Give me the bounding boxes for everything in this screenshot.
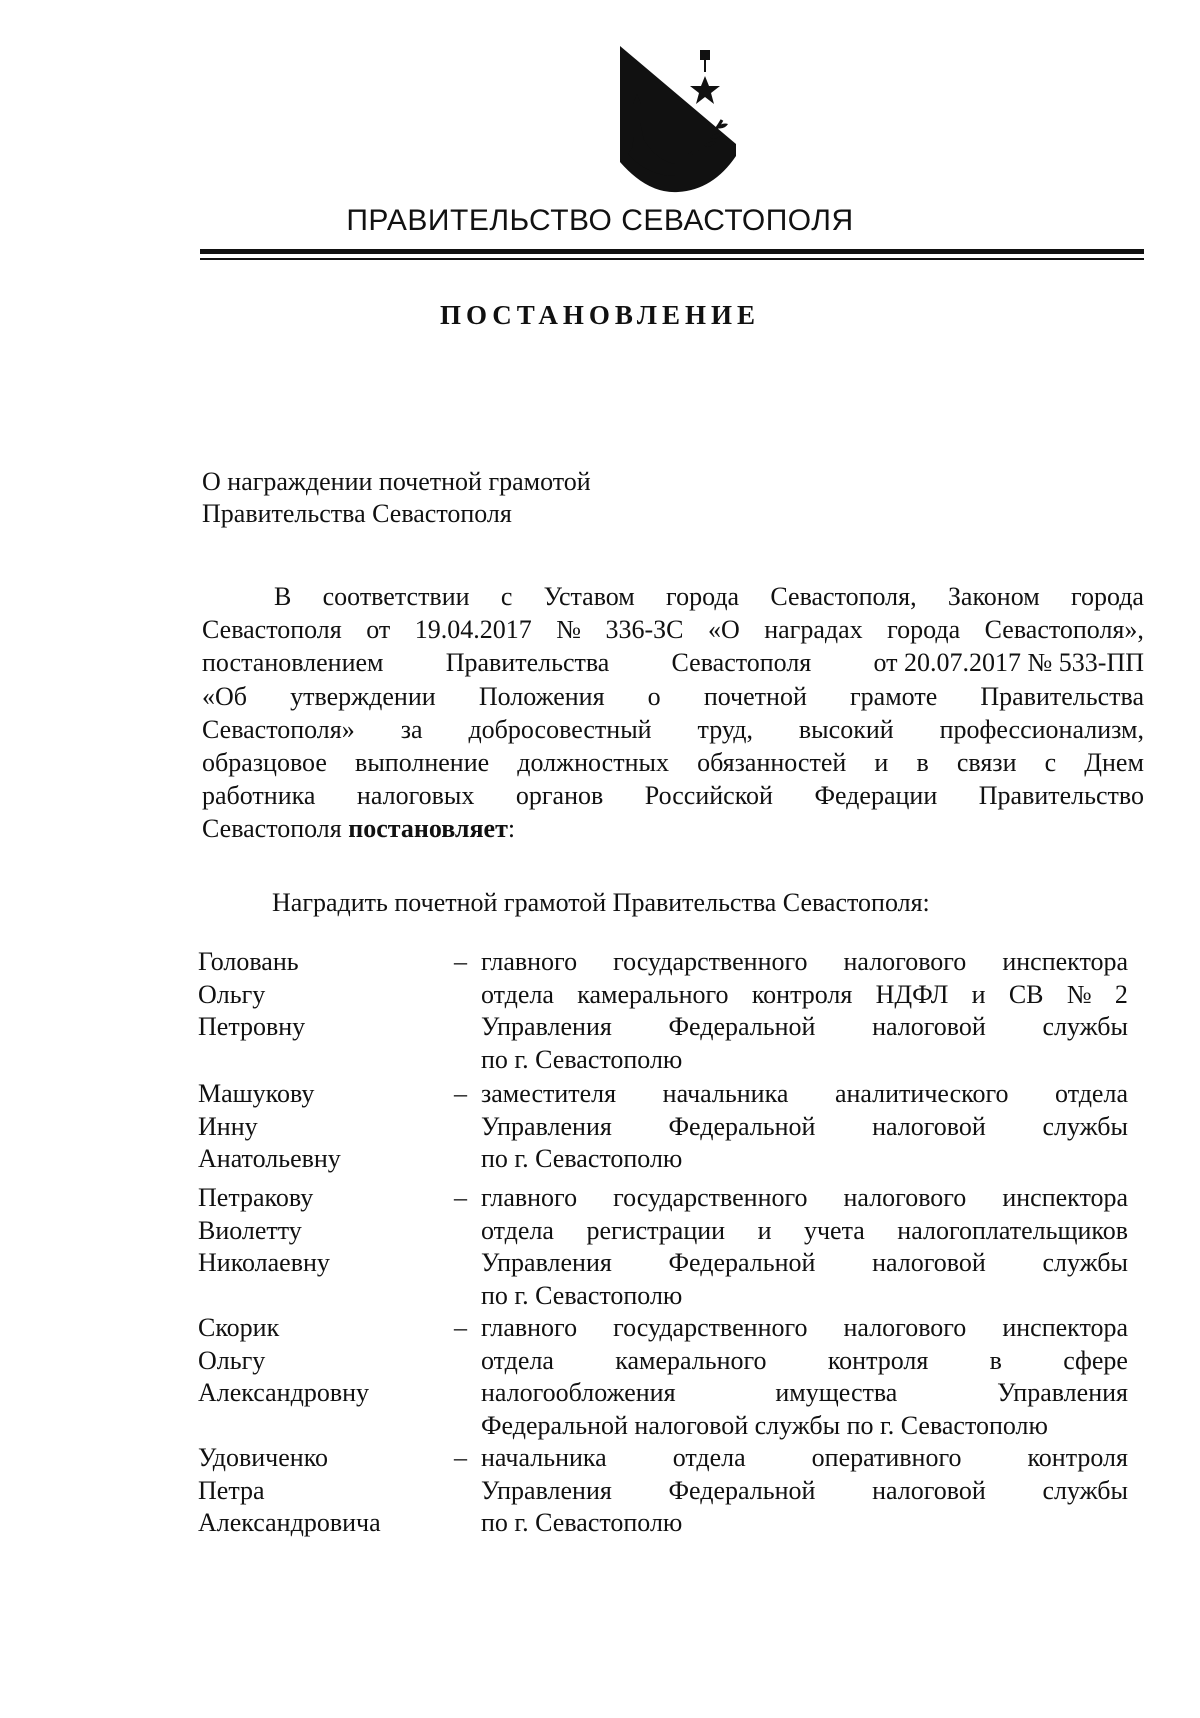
- word: выполнение: [355, 748, 490, 778]
- word: №: [1066, 979, 1092, 1009]
- word: контроля: [751, 979, 853, 1009]
- word: главного: [481, 947, 578, 976]
- word: отдела: [481, 1345, 554, 1375]
- position-last-line: Федеральной налоговой службы по г. Севастополю: [481, 1410, 1048, 1440]
- awardee-first-name: Инну: [198, 1111, 258, 1141]
- awardee-position: [481, 946, 1128, 1076]
- word: государственного: [613, 947, 808, 976]
- word: Днем: [1084, 748, 1144, 778]
- awardee-first-name: Ольгу: [198, 1345, 266, 1375]
- position-last-line: по г. Севастополю: [481, 1144, 683, 1173]
- word: оперативного: [811, 1443, 962, 1472]
- word: Управления: [997, 1378, 1128, 1407]
- word: имущества: [775, 1378, 898, 1407]
- awardee-surname: Удовиченко: [198, 1443, 329, 1472]
- text-line: [202, 746, 1144, 779]
- word: инспектора: [1002, 1313, 1128, 1342]
- word: контроля: [1027, 1443, 1128, 1472]
- word: соответствии: [322, 582, 470, 611]
- text-line: [202, 779, 1144, 812]
- word: №: [556, 615, 581, 645]
- awardee-dash: –: [454, 947, 467, 976]
- word: Севастополя,: [770, 582, 917, 611]
- awardee-surname: Скорик: [198, 1313, 280, 1342]
- word: главного: [481, 1183, 578, 1212]
- word: почетной: [703, 681, 807, 711]
- word: и: [757, 1215, 772, 1245]
- word: от 20.07.2017 № 533-ПП: [873, 648, 1144, 678]
- word: обязанностей: [697, 748, 847, 778]
- word: В: [274, 582, 292, 611]
- text-line: [481, 1442, 1128, 1475]
- word: Правительства: [445, 648, 610, 678]
- preamble-lines: [202, 580, 1144, 812]
- text-line: [202, 713, 1144, 746]
- word: от: [366, 615, 391, 645]
- awardee-dash: –: [454, 1313, 467, 1342]
- awardee-surname: Машукову: [198, 1079, 315, 1108]
- text-line: [481, 1312, 1128, 1345]
- awardee-name: [198, 1182, 438, 1280]
- word: добросовестный: [468, 714, 652, 744]
- awardee-surname: Петракову: [198, 1183, 314, 1212]
- word: службы: [1042, 1248, 1128, 1277]
- word: в: [989, 1345, 1002, 1375]
- word: Управления: [481, 1012, 612, 1041]
- word: учета: [803, 1215, 865, 1245]
- word: контроля: [827, 1345, 929, 1375]
- header-divider-thin: [200, 258, 1144, 260]
- word: инспектора: [1002, 1183, 1128, 1212]
- word: «О: [707, 615, 740, 645]
- word: регистрации: [586, 1215, 726, 1245]
- word: с: [1044, 748, 1057, 778]
- word: работника: [202, 781, 316, 811]
- header-divider-thick: [200, 249, 1144, 254]
- word: 2: [1114, 979, 1128, 1009]
- word: налогообложения: [481, 1378, 676, 1407]
- word: Управления: [481, 1475, 612, 1505]
- word: службы: [1042, 1475, 1128, 1505]
- word: профессионализм,: [939, 714, 1144, 744]
- awardee-name: [198, 946, 438, 1044]
- awardee-entry: [198, 1312, 1128, 1442]
- word: государственного: [613, 1313, 808, 1342]
- awardee-position: [481, 1078, 1128, 1176]
- word: Законом: [947, 582, 1040, 611]
- word: наградах: [764, 615, 863, 645]
- awardee-name: [198, 1078, 438, 1176]
- word: налоговой: [872, 1248, 986, 1277]
- government-title: ПРАВИТЕЛЬСТВО СЕВАСТОПОЛЯ: [346, 204, 854, 237]
- word: налогового: [843, 1313, 967, 1342]
- text-line: [481, 1247, 1128, 1280]
- word: за: [400, 714, 423, 744]
- subject-line: О награждении почетной грамотой: [202, 467, 591, 496]
- preamble-last-line: [202, 812, 1144, 845]
- word: инспектора: [1002, 947, 1128, 976]
- word: Уставом: [543, 582, 635, 611]
- word: камерального: [615, 1345, 767, 1375]
- word: Севастополя»: [202, 714, 355, 744]
- word: о: [647, 681, 661, 711]
- word: высокий: [798, 714, 894, 744]
- word: города: [887, 615, 961, 645]
- text-line: [481, 979, 1128, 1012]
- word: с: [500, 582, 513, 611]
- word: главного: [481, 1313, 578, 1342]
- awardee-first-name: Ольгу: [198, 979, 266, 1009]
- awardee-first-name: Виолетту: [198, 1215, 302, 1245]
- text-line: [481, 1182, 1128, 1215]
- awardee-patronymic: Анатольевну: [198, 1144, 341, 1173]
- text-line: [202, 580, 1144, 613]
- word: города: [666, 582, 740, 611]
- word: постановлением: [202, 648, 384, 678]
- coat-of-arms-icon: [618, 44, 738, 194]
- awardee-dash: –: [454, 1443, 467, 1472]
- word: должностных: [517, 748, 669, 778]
- word: аналитического: [834, 1079, 1009, 1108]
- word: труд,: [697, 714, 753, 744]
- word: Управления: [481, 1111, 612, 1141]
- word: в: [916, 748, 929, 778]
- word: Управления: [481, 1248, 612, 1277]
- awardee-patronymic: Александровича: [198, 1508, 381, 1537]
- awardee-first-name: Петра: [198, 1475, 265, 1505]
- resolves-word: постановляет: [348, 814, 508, 844]
- awardee-position: [481, 1182, 1128, 1312]
- word: начальника: [662, 1079, 789, 1108]
- word: Положения: [478, 681, 605, 711]
- awardee-patronymic: Петровну: [198, 1012, 306, 1041]
- text-line: [481, 1078, 1128, 1111]
- awardee-position: [481, 1442, 1128, 1540]
- word: утверждении: [290, 681, 436, 711]
- word: службы: [1042, 1012, 1128, 1041]
- word: заместителя: [481, 1079, 617, 1108]
- word: отдела: [481, 1215, 554, 1245]
- word: государственного: [613, 1183, 808, 1212]
- text-line: [202, 646, 1144, 679]
- word: и: [874, 748, 889, 778]
- text-line: [481, 1111, 1128, 1144]
- text-line: [481, 1215, 1128, 1248]
- preamble-last-text: Севастополя: [202, 814, 349, 844]
- word: «Об: [202, 681, 248, 711]
- preamble-paragraph: [202, 580, 1144, 846]
- word: службы: [1042, 1111, 1128, 1141]
- awardee-entry: [198, 946, 1128, 1076]
- preamble-colon: :: [507, 814, 516, 844]
- text-line: [481, 1377, 1128, 1410]
- subject-line: Правительства Севастополя: [202, 499, 512, 528]
- position-last-line: по г. Севастополю: [481, 1508, 683, 1537]
- awardee-patronymic: Александровну: [198, 1378, 370, 1407]
- awardee-name: [198, 1442, 438, 1540]
- awardee-position: [481, 1312, 1128, 1442]
- word: начальника: [481, 1443, 607, 1472]
- awardee-patronymic: Николаевну: [198, 1248, 330, 1277]
- position-last-line: по г. Севастополю: [481, 1280, 683, 1310]
- word: налоговых: [356, 781, 475, 811]
- word: 19.04.2017: [414, 615, 532, 645]
- word: камерального: [577, 979, 729, 1009]
- word: налоговой: [872, 1111, 986, 1141]
- word: Севастополя: [671, 648, 812, 678]
- word: налоговой: [872, 1012, 986, 1041]
- word: Правительство: [978, 781, 1144, 811]
- awardee-entry: [198, 1078, 1128, 1178]
- awardee-surname: Головань: [198, 947, 299, 976]
- word: Федеральной: [668, 1012, 816, 1041]
- word: Федеральной: [668, 1475, 816, 1505]
- word: отдела: [1055, 1079, 1128, 1108]
- award-order-text: Наградить почетной грамотой Правительства Севастополя:: [272, 888, 930, 917]
- word: Правительства: [980, 681, 1144, 711]
- word: отдела: [672, 1443, 746, 1472]
- word: связи: [956, 748, 1017, 778]
- position-last-line: по г. Севастополю: [481, 1044, 683, 1074]
- word: и: [971, 979, 986, 1009]
- awardee-dash: –: [454, 1183, 467, 1212]
- word: Федерации: [814, 781, 938, 811]
- word: сфере: [1063, 1345, 1128, 1375]
- document-type-heading: ПОСТАНОВЛЕНИЕ: [439, 300, 761, 330]
- text-line: [481, 1475, 1128, 1508]
- word: Севастополя: [202, 615, 342, 645]
- word: органов: [515, 781, 604, 811]
- text-line: [481, 946, 1128, 979]
- text-line: [202, 680, 1144, 713]
- word: СВ: [1008, 979, 1044, 1009]
- word: налогоплательщиков: [897, 1215, 1128, 1245]
- word: образцовое: [202, 748, 327, 778]
- word: Федеральной: [668, 1111, 816, 1141]
- text-line: [481, 1345, 1128, 1378]
- awardee-entry: [198, 1442, 1128, 1542]
- awardee-entry: [198, 1182, 1128, 1312]
- word: грамоте: [850, 681, 938, 711]
- word: 336-ЗС: [605, 615, 684, 645]
- word: НДФЛ: [875, 979, 949, 1009]
- awardee-dash: –: [454, 1079, 467, 1108]
- word: отдела: [481, 979, 554, 1009]
- awardee-name: [198, 1312, 438, 1410]
- word: Севастополя»,: [984, 615, 1144, 645]
- word: налогового: [843, 1183, 967, 1212]
- word: налогового: [843, 947, 967, 976]
- text-line: [202, 613, 1144, 646]
- word: Российской: [644, 781, 773, 811]
- word: города: [1070, 582, 1144, 611]
- text-line: [481, 1011, 1128, 1044]
- word: Федеральной: [668, 1248, 816, 1277]
- word: налоговой: [872, 1475, 986, 1505]
- document-subject: [202, 466, 802, 530]
